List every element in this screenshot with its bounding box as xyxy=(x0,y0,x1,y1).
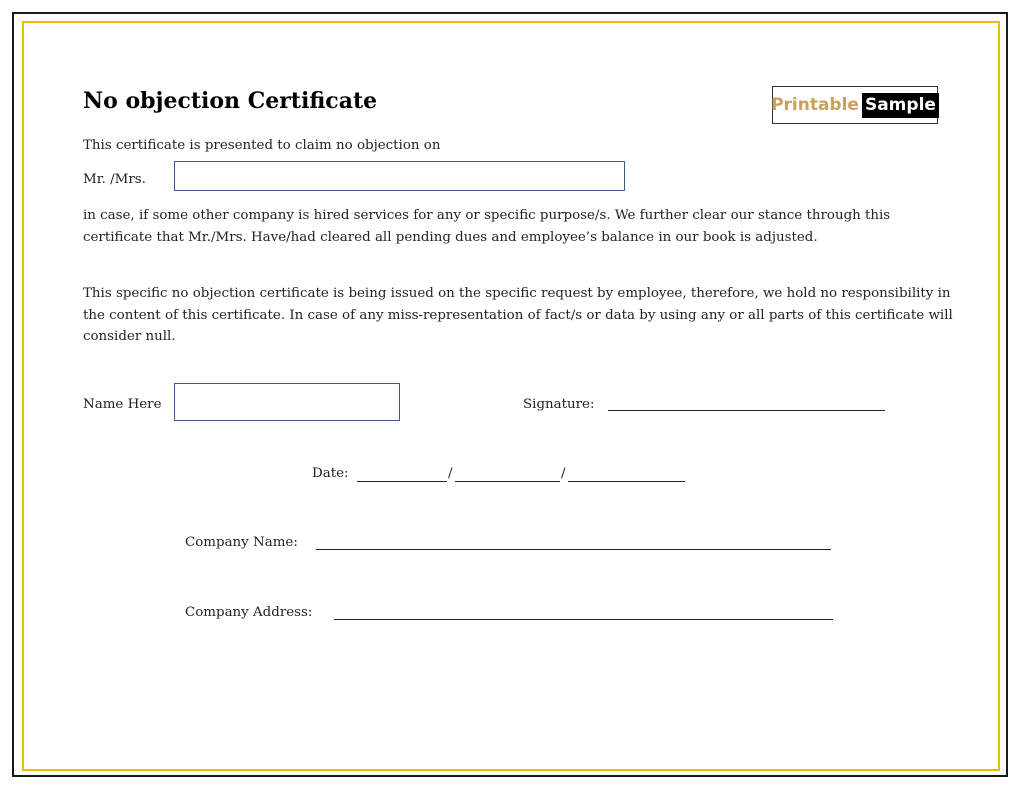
printable-sample-logo xyxy=(772,86,938,124)
paragraph-no-responsibility: This specific no objection certificate is being issued on the specific request by employee, therefore, we hold no responsibility in the content of this certificate. In case of any miss-representation of fact/s or data by using any or all parts of this certificate will consider null. xyxy=(83,286,953,344)
date-separator-2: / xyxy=(561,466,566,481)
date-separator-1: / xyxy=(448,466,453,481)
date-year-line[interactable] xyxy=(568,481,685,482)
name-here-label: Name Here xyxy=(83,397,162,412)
signature-line[interactable] xyxy=(608,410,885,411)
logo-text-sample: Sample xyxy=(862,93,939,118)
paragraph-dues-cleared: in case, if some other company is hired services for any or specific purpose/s. We further clear our stance through this certificate that Mr./Mrs. Have/had cleared all pending dues and employee’s balance in our book is adjusted. xyxy=(83,208,891,245)
company-name-label: Company Name: xyxy=(185,535,298,550)
certificate-title: No objection Certificate xyxy=(83,88,378,114)
name-input[interactable] xyxy=(174,383,400,421)
signature-label: Signature: xyxy=(523,397,595,412)
date-month-line[interactable] xyxy=(455,481,560,482)
company-address-label: Company Address: xyxy=(185,605,313,620)
logo-text-printable: Printable xyxy=(771,95,859,115)
mr-mrs-label: Mr. /Mrs. xyxy=(83,172,146,187)
intro-text: This certificate is presented to claim no objection on xyxy=(83,138,441,153)
date-day-line[interactable] xyxy=(357,481,447,482)
date-label: Date: xyxy=(312,466,349,481)
company-address-line[interactable] xyxy=(334,619,833,620)
inner-gold-frame xyxy=(22,21,1000,771)
company-name-line[interactable] xyxy=(316,549,831,550)
mr-mrs-input[interactable] xyxy=(174,161,625,191)
